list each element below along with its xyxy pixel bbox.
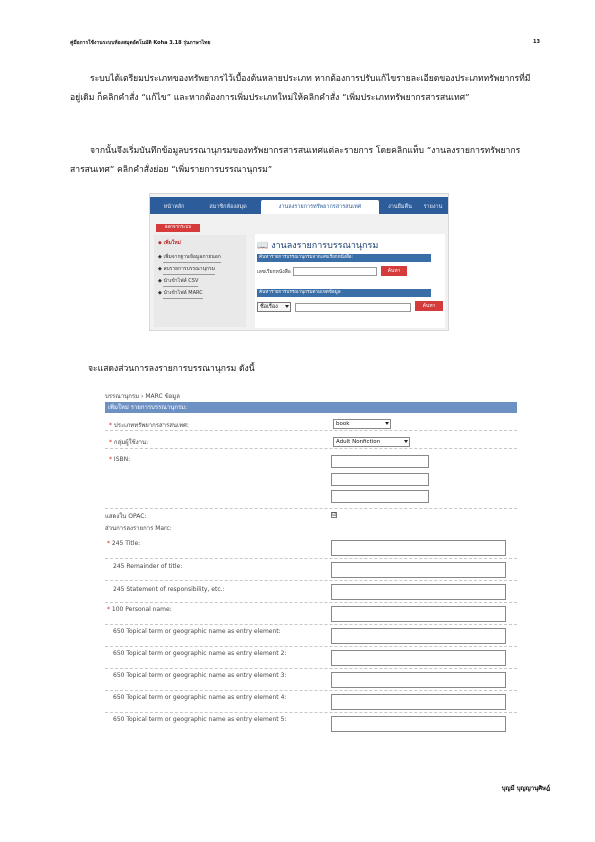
field-select[interactable]: ชื่อเรื่อง [257, 302, 291, 312]
target-group-label: * กลุ่มผู้ใช้งาน: [109, 439, 149, 446]
callnumber-label: เลขเรียกหนังสือ [257, 269, 291, 275]
section-callnumber: ค้นหารายการบรรณานุกรมจากเลขเรียกหนังสือ: [257, 254, 431, 262]
chevron-down-icon [404, 440, 408, 443]
field-search-button[interactable]: ค้นหา [415, 301, 443, 311]
divider [105, 558, 517, 559]
sidebar-item-delete[interactable]: ◆ ลบรายการบรรณานุกรม [158, 265, 215, 274]
isbn-input-1[interactable] [331, 455, 429, 468]
marc-field-label: 245 Statement of responsibility, etc.: [113, 586, 225, 593]
resource-type-row [105, 417, 517, 431]
sidebar-item-import-csv[interactable]: ◆ นำเข้าไฟล์ CSV [158, 277, 198, 286]
callnumber-search-button[interactable]: ค้นหา [381, 266, 407, 276]
remainder-title-input[interactable] [331, 562, 506, 578]
paragraph-2: จากนั้นจึงเริ่มบันทึกข้อมูลบรรณานุกรมของทรัพยากรสารสนเทศแต่ละรายการ โดยคลิกแท็บ “งานลงรายการทรัพยากรสารสนเทศ” คลิกคำสั่งย่อย “เพิ่มรายการบรรณานุกรม” [70, 146, 521, 175]
subject-input-1[interactable] [331, 628, 506, 644]
tab-reports[interactable]: รายงาน [423, 204, 443, 210]
sidebar-item-z3950[interactable]: ◆ เพิ่มจากฐานข้อมูลภายนอก [158, 253, 221, 262]
personal-name-input[interactable] [331, 606, 506, 622]
divider [105, 580, 517, 581]
divider [105, 624, 517, 625]
cataloging-screenshot [149, 193, 449, 331]
section-field-search: ค้นหารายการบรรณานุกรมตามเขตข้อมูล [257, 289, 431, 297]
form-header: เพิ่มใหม่ รายการบรรณานุกรม: [105, 402, 517, 413]
breadcrumb: บรรณานุกรม › MARC ข้อมูล [105, 393, 180, 400]
title-input[interactable] [331, 540, 506, 556]
tab-patrons[interactable]: สมาชิกห้องสมุด [209, 204, 247, 210]
paragraph-3: จะแสดงส่วนการลงรายการบรรณานุกรม ดังนี้ [88, 364, 255, 374]
sidebar [154, 235, 246, 327]
field-search-input[interactable] [295, 303, 411, 312]
marc-field-label: * 100 Personal name: [107, 606, 172, 613]
paragraph-1: ระบบได้เตรียมประเภทของทรัพยากรไว้เบื้องต้นหลายประเภท หากต้องการปรับแก้ไขรายละเอียดของประเภททรัพยากรที่มีอยู่เดิม ก็คลิกคำสั่ง “แก้ไข” และหากต้องการเพิ่มประเภทใหม่ให้คลิกคำสั่ง “เพิ่มประเภททรัพยากรสารสนเทศ” [70, 74, 531, 103]
target-group-select[interactable]: Adult Nonfiction [333, 437, 410, 447]
divider [105, 690, 517, 691]
subject-input-3[interactable] [331, 672, 506, 688]
divider [105, 602, 517, 603]
sidebar-item-import-marc[interactable]: ◆ นำเข้าไฟล์ MARC [158, 289, 203, 298]
add-record-screenshot [103, 388, 517, 738]
divider [105, 712, 517, 713]
logout-button[interactable]: ออกจากระบบ [156, 224, 200, 232]
statement-responsibility-input[interactable] [331, 584, 506, 600]
target-group-row [105, 433, 517, 449]
marc-field-label: 245 Remainder of title: [113, 563, 183, 570]
opac-checkbox[interactable]: ☑ [332, 512, 337, 518]
panel-title: 📖 งานลงรายการบรรณานุกรม [257, 241, 379, 251]
marc-field-label: 650 Topical term or geographic name as entry element 4: [113, 694, 287, 701]
resource-type-select[interactable]: book [333, 419, 391, 429]
isbn-input-2[interactable] [331, 473, 429, 486]
marc-field-label: * 245 Title: [107, 540, 141, 547]
callnumber-input[interactable] [293, 267, 377, 276]
tab-circulation[interactable]: งานยืมคืน [388, 204, 412, 210]
marc-field-label: 650 Topical term or geographic name as entry element 5: [113, 716, 287, 723]
subject-input-5[interactable] [331, 716, 506, 732]
marc-section-label: ส่วนการลงรายการ Marc: [105, 525, 172, 532]
marc-field-label: 650 Topical term or geographic name as entry element: [113, 628, 281, 635]
divider [105, 668, 517, 669]
page-header [70, 37, 540, 49]
isbn-input-3[interactable] [331, 490, 429, 503]
tab-home[interactable]: หน้าหลัก [163, 204, 185, 210]
nav-bar [150, 197, 448, 214]
book-icon: 📖 [257, 241, 269, 251]
page-number: 13 [533, 39, 540, 45]
isbn-label: * ISBN: [109, 456, 131, 463]
tab-cataloging[interactable]: งานลงรายการทรัพยากรสารสนเทศ [261, 200, 379, 214]
header-title: คู่มือการใช้งานระบบห้องสมุดอัตโนมัติ Koha 3.18 รุ่นภาษาไทย [70, 40, 211, 46]
subject-input-2[interactable] [331, 650, 506, 666]
author-name: บุญมี บุญญานุศิษฎ์ [501, 785, 550, 792]
divider [105, 646, 517, 647]
sidebar-item-new[interactable]: ◆ เพิ่มใหม่ [158, 240, 181, 246]
marc-field-label: 650 Topical term or geographic name as entry element 3: [113, 672, 287, 679]
chevron-down-icon [385, 422, 389, 425]
chevron-down-icon [285, 305, 289, 308]
resource-type-label: * ประเภททรัพยากรสารสนเทศ: [109, 422, 189, 429]
main-panel [255, 234, 445, 328]
opac-label: แสดงใน OPAC: [105, 513, 147, 520]
divider [105, 508, 517, 509]
marc-field-label: 650 Topical term or geographic name as entry element 2: [113, 650, 287, 657]
subject-input-4[interactable] [331, 694, 506, 710]
